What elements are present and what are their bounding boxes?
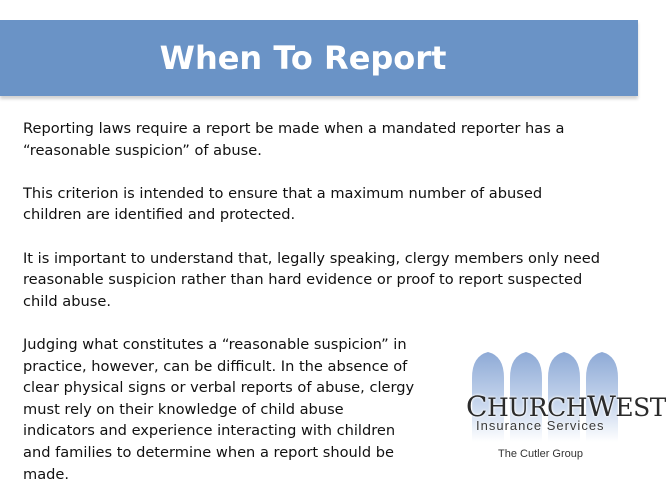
title-bar bbox=[0, 20, 638, 96]
paragraph-2: This criterion is intended to ensure that a maximum number of abused children are identified and protected. bbox=[23, 184, 543, 224]
paragraph-3: It is important to understand that, legally speaking, clergy members only need reasonable suspicion rather than hard evidence or proof to report suspected child abuse. bbox=[23, 249, 600, 310]
logo-subtitle: Insurance Services bbox=[476, 418, 605, 433]
logo-group-name: The Cutler Group bbox=[498, 448, 583, 460]
churchwest-logo bbox=[462, 350, 666, 468]
paragraph-4-text: Judging what constitutes a “reasonable suspicion” in practice, however, can be difficult. In the absence of clear physical signs or verbal reports of abuse, clergy must rely on their knowledge of child abuse indicators and experience interacting with children and families to determine when a report should be made. bbox=[23, 335, 415, 483]
paragraph-1: Reporting laws require a report be made when a mandated reporter has a “reasonable suspicion” of abuse. bbox=[23, 120, 565, 159]
logo-brand-name: CHURCHWEST bbox=[466, 390, 666, 423]
slide-title: When To Report bbox=[159, 39, 447, 77]
